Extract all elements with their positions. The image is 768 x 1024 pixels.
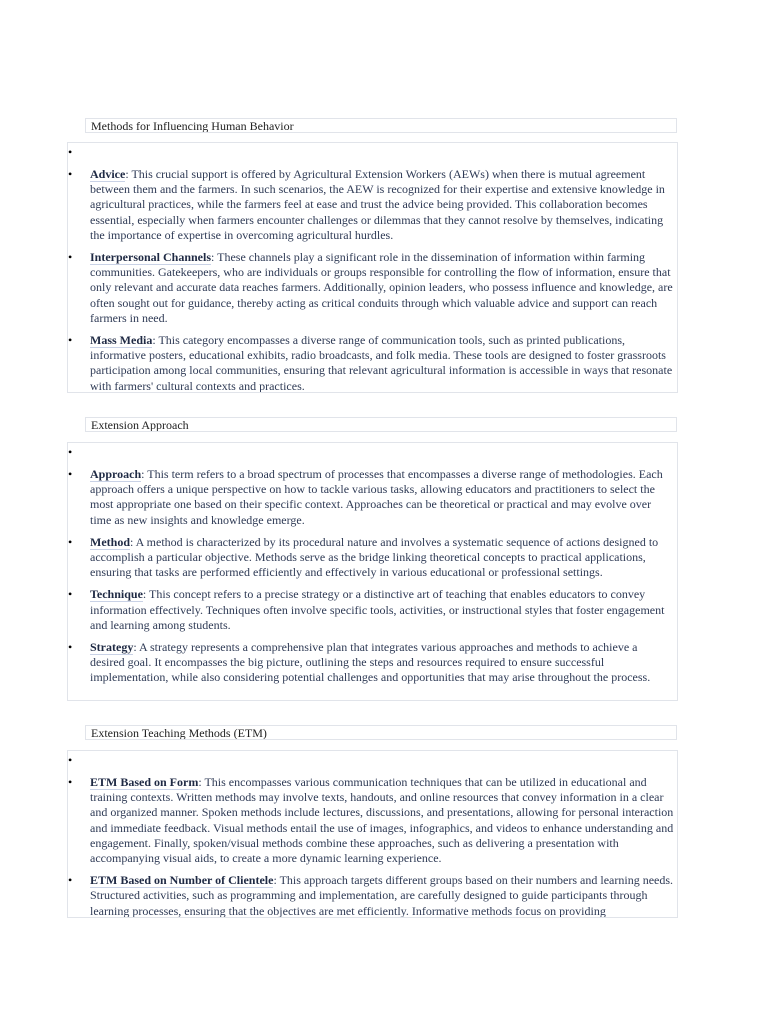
- section-heading: [85, 417, 677, 432]
- item-text: : This encompasses various communication techniques that can be utilized in educational and training contexts. Written methods may involve texts, handouts, and online resources that convey information in a clear and organized manner. Spoken methods include lectures, discussions, and presentations, allowing for personal interaction and immediate feedback. Visual methods entail the use of images, infographics, and videos to enhance understanding and engagement. Finally, spoken/visual methods combine these approaches, such as delivering a presentation with accompanying visual aids, to create a more dynamic learning experience.: [90, 775, 674, 866]
- empty-bullet: [68, 145, 677, 161]
- empty-bullet: [68, 445, 677, 461]
- term-link[interactable]: Advice: [90, 167, 126, 181]
- list-item: [68, 467, 677, 528]
- section-title: Extension Approach: [91, 418, 189, 432]
- section-heading: [85, 118, 677, 133]
- section-title: Methods for Influencing Human Behavior: [91, 119, 294, 133]
- item-text: : These channels play a significant role in the dissemination of information within farming communities. Gatekeepers, who are individuals or groups responsible for controlling the flow of information, ensure that only relevant and accurate data reaches farmers. Additionally, opinion leaders, who possess influence and knowledge, are often sought out for guidance, thereby acting as critical conduits through which valuable advice and support can reach farmers in need.: [90, 250, 673, 325]
- section-content: [67, 142, 678, 393]
- term-link[interactable]: ETM Based on Number of Clientele: [90, 873, 274, 888]
- list-item: [68, 640, 677, 686]
- term-link[interactable]: Mass Media: [90, 333, 153, 348]
- term-link[interactable]: Interpersonal Channels: [90, 250, 212, 265]
- term-link[interactable]: ETM Based on Form: [90, 775, 199, 789]
- item-text: : This approach targets different groups based on their numbers and learning needs. Structured activities, such as programming and implementation, are carefully designed to guide participants through learning processes, ensuring that the objectives are met efficiently. Informative methods focus on providing: [90, 873, 674, 918]
- list-item: [68, 873, 677, 918]
- section-content: [67, 442, 678, 701]
- list-item: [68, 333, 677, 393]
- item-text: : This concept refers to a precise strategy or a distinctive art of teaching that enables educators to convey information effectively. Techniques often involve specific tools, activities, or instructional styles that foster engagement and learning among students.: [90, 587, 665, 632]
- item-text: : This crucial support is offered by Agricultural Extension Workers (AEWs) when there is mutual agreement between them and the farmers. In such scenarios, the AEW is recognized for their expertise and extensive knowledge in agricultural practices, while the farmers feel at ease and trust the advice being provided. This collaboration becomes essential, especially when farmers encounter challenges or dilemmas that they cannot resolve by themselves, indicating the importance of expertise in overcoming agricultural hurdles.: [90, 167, 665, 242]
- term-link[interactable]: Method: [90, 534, 130, 549]
- bullet-list: [68, 145, 677, 393]
- list-item: [68, 535, 677, 581]
- term-link[interactable]: Technique: [90, 587, 143, 602]
- list-item: [68, 775, 677, 866]
- list-item: [68, 167, 677, 243]
- list-item: [68, 587, 677, 633]
- empty-bullet: [68, 753, 677, 769]
- item-text: : This category encompasses a diverse range of communication tools, such as printed publications, informative posters, educational exhibits, radio broadcasts, and folk media. These tools are designed to foster grassroots participation among local communities, ensuring that relevant agricultural information is accessible in ways that resonate with farmers' cultural contexts and practices.: [90, 333, 673, 393]
- section-title: Extension Teaching Methods (ETM): [91, 726, 267, 740]
- item-text: : A strategy represents a comprehensive plan that integrates various approaches and methods to achieve a desired goal. It encompasses the big picture, outlining the steps and resources required to ensure successful implementation, while also considering potential challenges and opportunities that may arise throughout the process.: [90, 640, 651, 685]
- list-item: [68, 250, 677, 326]
- bullet-list: [68, 753, 677, 918]
- term-link[interactable]: Strategy: [90, 640, 134, 655]
- item-text: : A method is characterized by its procedural nature and involves a systematic sequence of actions designed to accomplish a particular objective. Methods serve as the bridge linking theoretical concepts to practical applications, ensuring that tasks are performed efficiently and effectively in various educational or professional settings.: [90, 534, 659, 580]
- section-heading: [85, 725, 677, 740]
- item-text: : This term refers to a broad spectrum of processes that encompasses a diverse range of methodologies. Each approach offers a unique perspective on how to tackle various tasks, allowing educators and practitioners to select the most appropriate one based on their specific context. Approaches can be theoretical or practical and may evolve over time as new insights and knowledge emerge.: [90, 467, 663, 527]
- bullet-list: [68, 445, 677, 686]
- term-link[interactable]: Approach: [90, 467, 142, 481]
- section-content: [67, 750, 678, 918]
